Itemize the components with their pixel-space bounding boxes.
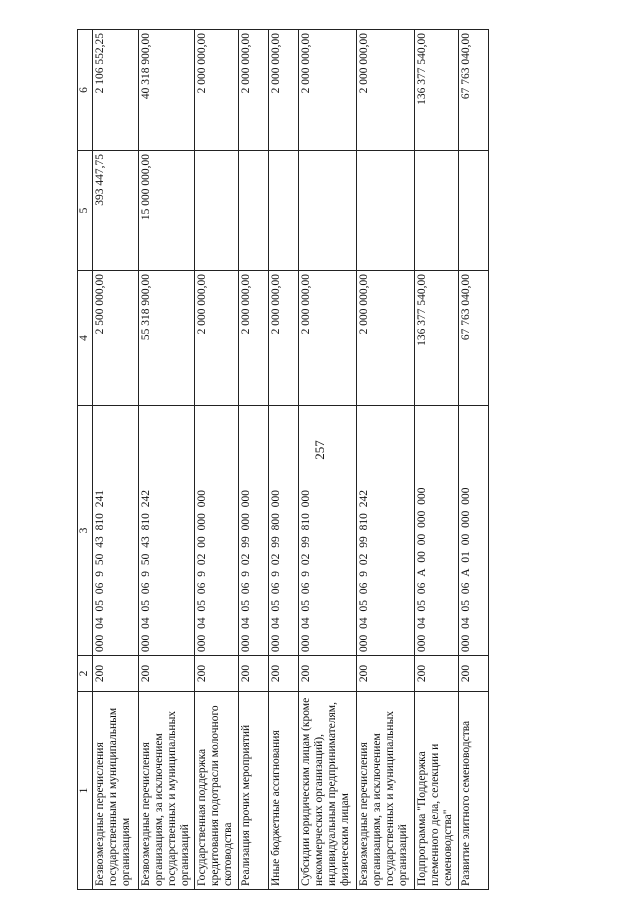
row-admin-cell: 200 [93, 656, 139, 692]
row-value-6-cell: 2 000 000,00 [299, 30, 357, 151]
row-code-cell: 000 04 05 06 А 01 00 000 000 [459, 406, 489, 656]
row-value-6-cell: 67 763 040,00 [459, 30, 489, 151]
row-value-4-cell: 136 377 540,00 [415, 271, 459, 406]
row-value-5-cell [357, 151, 415, 271]
row-admin-cell: 200 [357, 656, 415, 692]
row-value-5-cell [415, 151, 459, 271]
row-admin-cell: 200 [299, 656, 357, 692]
row-name-cell: Иные бюджетные ассигнования [269, 692, 299, 890]
row-value-6-cell: 2 106 552,25 [93, 30, 139, 151]
table-row [357, 30, 415, 890]
row-code-cell: 000 04 05 06 9 02 99 000 000 [239, 406, 269, 656]
row-admin-cell: 200 [239, 656, 269, 692]
table-row [299, 30, 357, 890]
row-value-5-cell [239, 151, 269, 271]
header-cell: 1 [78, 692, 93, 890]
row-code-cell: 000 04 05 06 9 50 43 810 242 [139, 406, 195, 656]
row-name-cell: Безвозмездные перечисления государственным и муниципальным организациям [93, 692, 139, 890]
row-value-6-cell: 2 000 000,00 [195, 30, 239, 151]
row-value-4-cell: 67 763 040,00 [459, 271, 489, 406]
row-value-4-cell: 2 000 000,00 [195, 271, 239, 406]
row-value-4-cell: 2 000 000,00 [299, 271, 357, 406]
table-row [195, 30, 239, 890]
row-code-cell: 000 04 05 06 9 02 00 000 000 [195, 406, 239, 656]
row-name-cell: Безвозмездные перечисления организациям, за исключением государственных и муниципальных организаций [357, 692, 415, 890]
row-value-5-cell [299, 151, 357, 271]
row-code-cell: 000 04 05 06 9 02 99 810 242 [357, 406, 415, 656]
header-cell: 4 [78, 271, 93, 406]
page-number: 257 [312, 440, 327, 460]
row-value-6-cell: 2 000 000,00 [239, 30, 269, 151]
budget-table-container [77, 30, 632, 890]
row-value-5-cell: 15 000 000,00 [139, 151, 195, 271]
row-value-6-cell: 2 000 000,00 [269, 30, 299, 151]
row-name-cell: Субсидии юридическим лицам (кроме некоммерческих организаций), индивидуальным предпринимателям, физическим лицам [299, 692, 357, 890]
table-row [139, 30, 195, 890]
table-row [269, 30, 299, 890]
row-value-5-cell [269, 151, 299, 271]
row-name-cell: Реализация прочих мероприятий [239, 692, 269, 890]
row-admin-cell: 200 [139, 656, 195, 692]
row-value-4-cell: 2 000 000,00 [239, 271, 269, 406]
row-value-4-cell: 2 500 000,00 [93, 271, 139, 406]
row-admin-cell: 200 [459, 656, 489, 692]
row-value-6-cell: 136 377 540,00 [415, 30, 459, 151]
table-row [239, 30, 269, 890]
row-value-6-cell: 40 318 900,00 [139, 30, 195, 151]
table-row [415, 30, 459, 890]
row-admin-cell: 200 [269, 656, 299, 692]
row-code-cell: 000 04 05 06 9 50 43 810 241 [93, 406, 139, 656]
row-name-cell: Государственная поддержка кредитования подотрасли молочного скотоводства [195, 692, 239, 890]
row-admin-cell: 200 [415, 656, 459, 692]
row-value-5-cell: 393 447,75 [93, 151, 139, 271]
row-code-cell: 000 04 05 06 9 02 99 800 000 [269, 406, 299, 656]
table-row [459, 30, 489, 890]
row-value-4-cell: 55 318 900,00 [139, 271, 195, 406]
row-name-cell: Подпрограмма "Поддержка племенного дела, селекции и семеноводства" [415, 692, 459, 890]
header-cell: 3 [78, 406, 93, 656]
header-row [78, 30, 93, 890]
row-code-cell: 000 04 05 06 9 02 99 810 000 [299, 406, 357, 656]
row-value-4-cell: 2 000 000,00 [269, 271, 299, 406]
row-name-cell: Безвозмездные перечисления организациям, за исключением государственных и муниципальных организаций [139, 692, 195, 890]
table-row [93, 30, 139, 890]
header-cell: 2 [78, 656, 93, 692]
row-value-6-cell: 2 000 000,00 [357, 30, 415, 151]
budget-table [77, 29, 489, 890]
row-value-5-cell [195, 151, 239, 271]
row-code-cell: 000 04 05 06 А 00 00 000 000 [415, 406, 459, 656]
row-name-cell: Развитие элитного семеноводства [459, 692, 489, 890]
header-cell: 5 [78, 151, 93, 271]
row-value-4-cell: 2 000 000,00 [357, 271, 415, 406]
header-cell: 6 [78, 30, 93, 151]
row-admin-cell: 200 [195, 656, 239, 692]
row-value-5-cell [459, 151, 489, 271]
